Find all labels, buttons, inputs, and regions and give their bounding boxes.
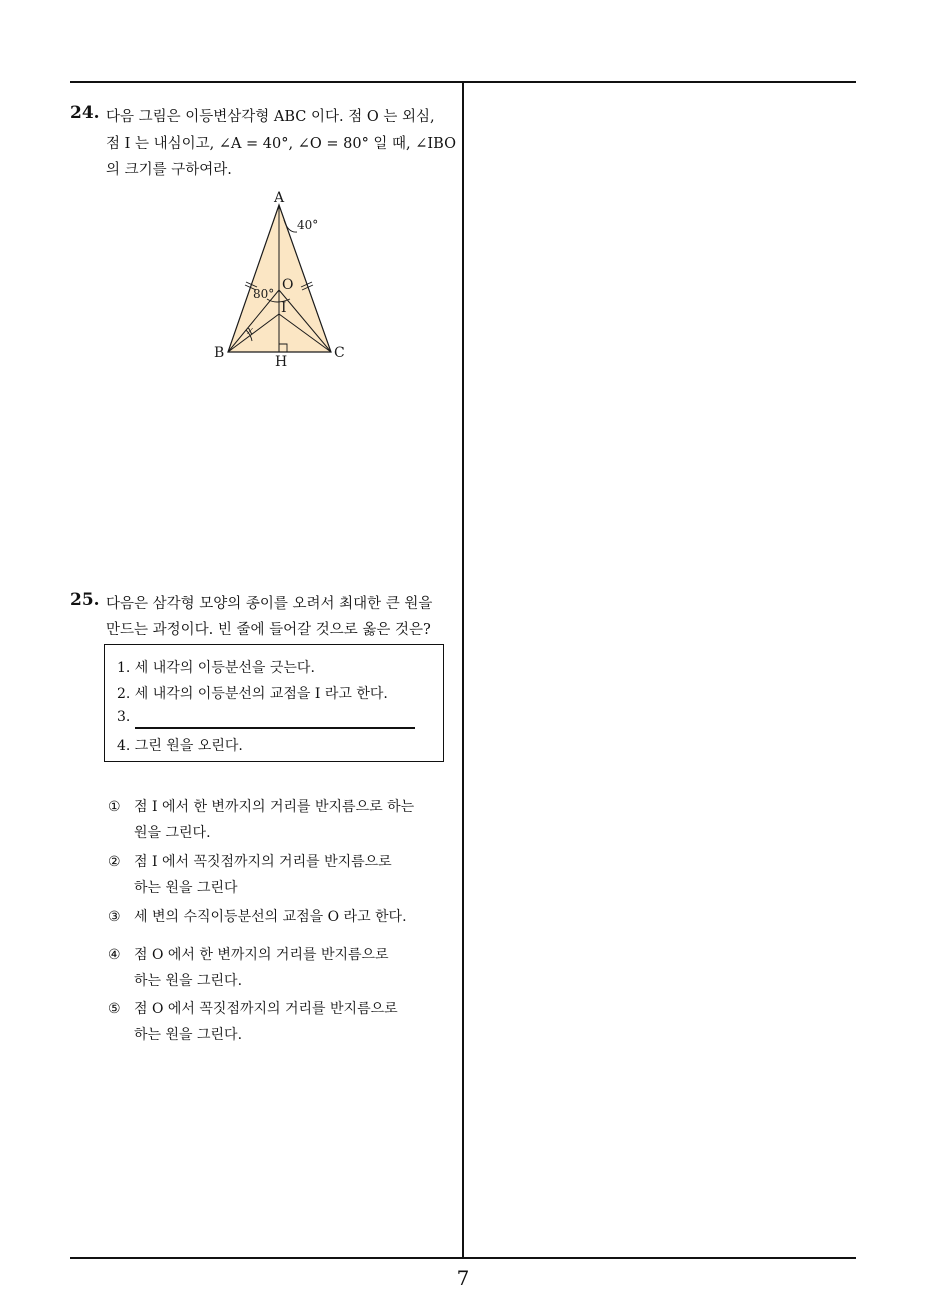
- choice-marker: ①: [108, 799, 121, 815]
- choice-3[interactable]: [108, 906, 407, 926]
- choice-1[interactable]: [108, 796, 414, 816]
- question-number: 25.: [70, 590, 100, 610]
- label-b: B: [214, 345, 225, 361]
- label-o: O: [282, 277, 294, 293]
- angle-label-o: 80°: [253, 287, 275, 301]
- choice-marker: ⑤: [108, 1001, 121, 1017]
- angle-label-a: 40°: [297, 218, 319, 232]
- label-a: A: [274, 190, 285, 206]
- step-item: 2. 세 내각의 이등분선의 교점을 I 라고 한다.: [117, 686, 388, 702]
- label-h: H: [275, 354, 288, 370]
- choice-marker: ④: [108, 947, 121, 963]
- bottom-rule: [70, 1257, 856, 1259]
- choice-marker: ③: [108, 909, 121, 925]
- step-item: 1. 세 내각의 이등분선을 긋는다.: [117, 660, 315, 676]
- question-text-line: 다음 그림은 이등변삼각형 ABC 이다. 점 O 는 외심,: [106, 109, 435, 125]
- label-i: I: [281, 300, 287, 316]
- question-text-line: 다음은 삼각형 모양의 종이를 오려서 최대한 큰 원을: [106, 596, 433, 612]
- choice-text-continued: 하는 원을 그린다.: [134, 1027, 243, 1043]
- step-item: 4. 그린 원을 오린다.: [117, 738, 243, 754]
- steps-box: [104, 644, 444, 762]
- choice-text-continued: 원을 그린다.: [134, 825, 211, 841]
- step-item: 3.: [117, 709, 131, 725]
- choice-5[interactable]: [108, 998, 398, 1018]
- question-number: 24.: [70, 103, 100, 123]
- label-x: x: [247, 324, 254, 337]
- choice-text: 점 O 에서 꼭짓점까지의 거리를 반지름으로: [134, 1001, 398, 1017]
- choice-text-continued: 하는 원을 그린다.: [134, 973, 243, 989]
- choice-4[interactable]: [108, 944, 389, 964]
- choice-marker: ②: [108, 854, 121, 870]
- question-text-line: 만드는 과정이다. 빈 줄에 들어갈 것으로 옳은 것은?: [106, 622, 431, 638]
- choice-text: 세 변의 수직이등분선의 교점을 O 라고 한다.: [134, 909, 407, 925]
- triangle-figure: [210, 185, 360, 370]
- column-divider: [462, 82, 464, 1258]
- choice-2[interactable]: [108, 851, 392, 871]
- question-text-line: 의 크기를 구하여라.: [106, 162, 232, 178]
- label-c: C: [334, 345, 345, 361]
- choice-text: 점 O 에서 한 변까지의 거리를 반지름으로: [134, 947, 389, 963]
- choice-text-continued: 하는 원을 그린다: [134, 880, 238, 896]
- choice-text: 점 I 에서 꼭짓점까지의 거리를 반지름으로: [134, 854, 392, 870]
- choice-text: 점 I 에서 한 변까지의 거리를 반지름으로 하는: [134, 799, 415, 815]
- page-number: 7: [456, 1266, 470, 1290]
- question-text-line: 점 I 는 내심이고, ∠A = 40°, ∠O = 80° 일 때, ∠IBO: [106, 136, 456, 152]
- answer-blank-line: [135, 727, 415, 729]
